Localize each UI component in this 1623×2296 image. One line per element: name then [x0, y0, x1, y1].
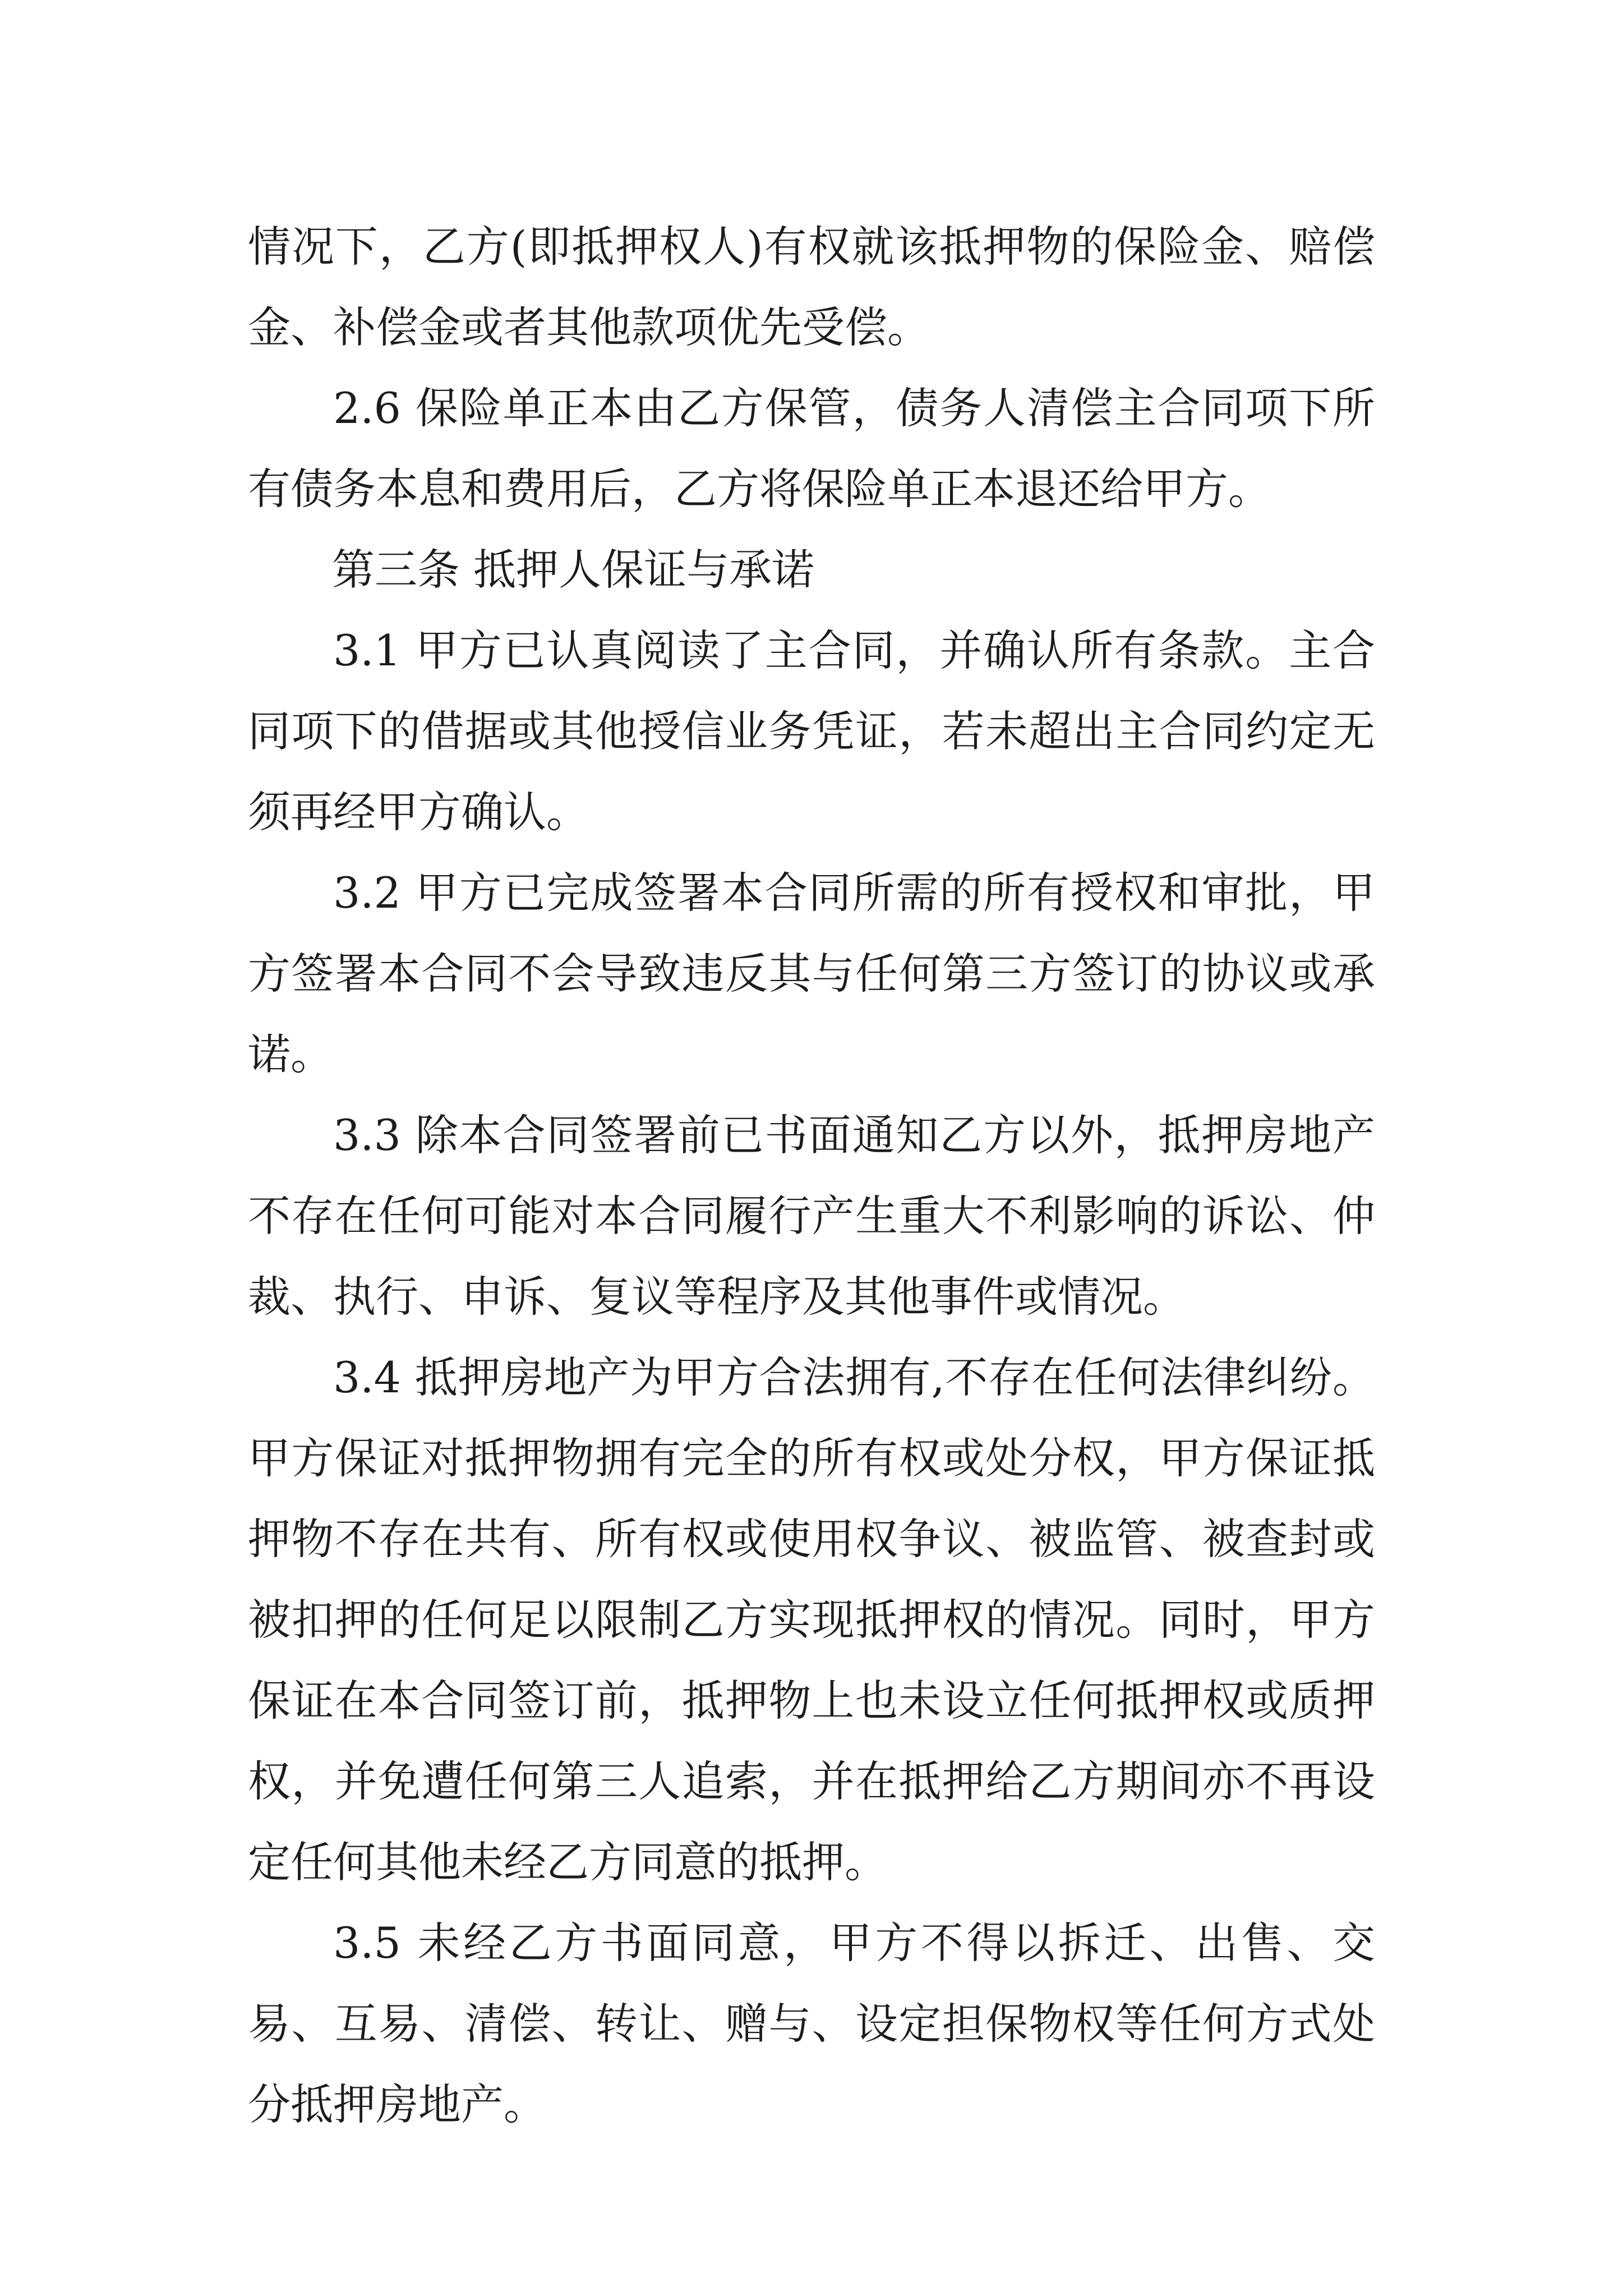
document-body: [248, 206, 1375, 2145]
paragraph-clause-3-3: 3.3 除本合同签署前已书面通知乙方以外，抵押房地产不存在任何可能对本合同履行产生重大不利影响的诉讼、仲裁、执行、申诉、复议等程序及其他事件或情况。: [248, 1110, 1375, 1322]
paragraph-clause-3-5: 3.5 未经乙方书面同意，甲方不得以拆迁、出售、交易、互易、清偿、转让、赠与、设定担保物权等任何方式处分抵押房地产。: [248, 1918, 1375, 2129]
paragraph-continuation: 情况下，乙方(即抵押权人)有权就该抵押物的保险金、赔偿金、补偿金或者其他款项优先受偿。: [248, 222, 1375, 352]
article-heading: 第三条 抵押人保证与承诺: [332, 545, 815, 595]
paragraph-clause-2-6: 2.6 保险单正本由乙方保管，债务人清偿主合同项下所有债务本息和费用后，乙方将保险单正本退还给甲方。: [248, 383, 1375, 514]
paragraph-clause-3-4: 3.4 抵押房地产为甲方合法拥有,不存在任何法律纠纷。甲方保证对抵押物拥有完全的所有权或处分权，甲方保证抵押物不存在共有、所有权或使用权争议、被监管、被查封或被扣押的任何足以限制乙方实现抵押权的情况。同时，甲方保证在本合同签订前，抵押物上也未设立任何抵押权或质押权，并免遭任何第三人追索，并在抵押给乙方期间亦不再设定任何其他未经乙方同意的抵押。: [248, 1352, 1375, 1887]
paragraph-clause-3-2: 3.2 甲方已完成签署本合同所需的所有授权和审批，甲方签署本合同不会导致违反其与任何第三方签订的协议或承诺。: [248, 868, 1375, 1079]
paragraph-clause-3-1: 3.1 甲方已认真阅读了主合同，并确认所有条款。主合同项下的借据或其他授信业务凭证，若未超出主合同约定无须再经甲方确认。: [248, 625, 1375, 837]
